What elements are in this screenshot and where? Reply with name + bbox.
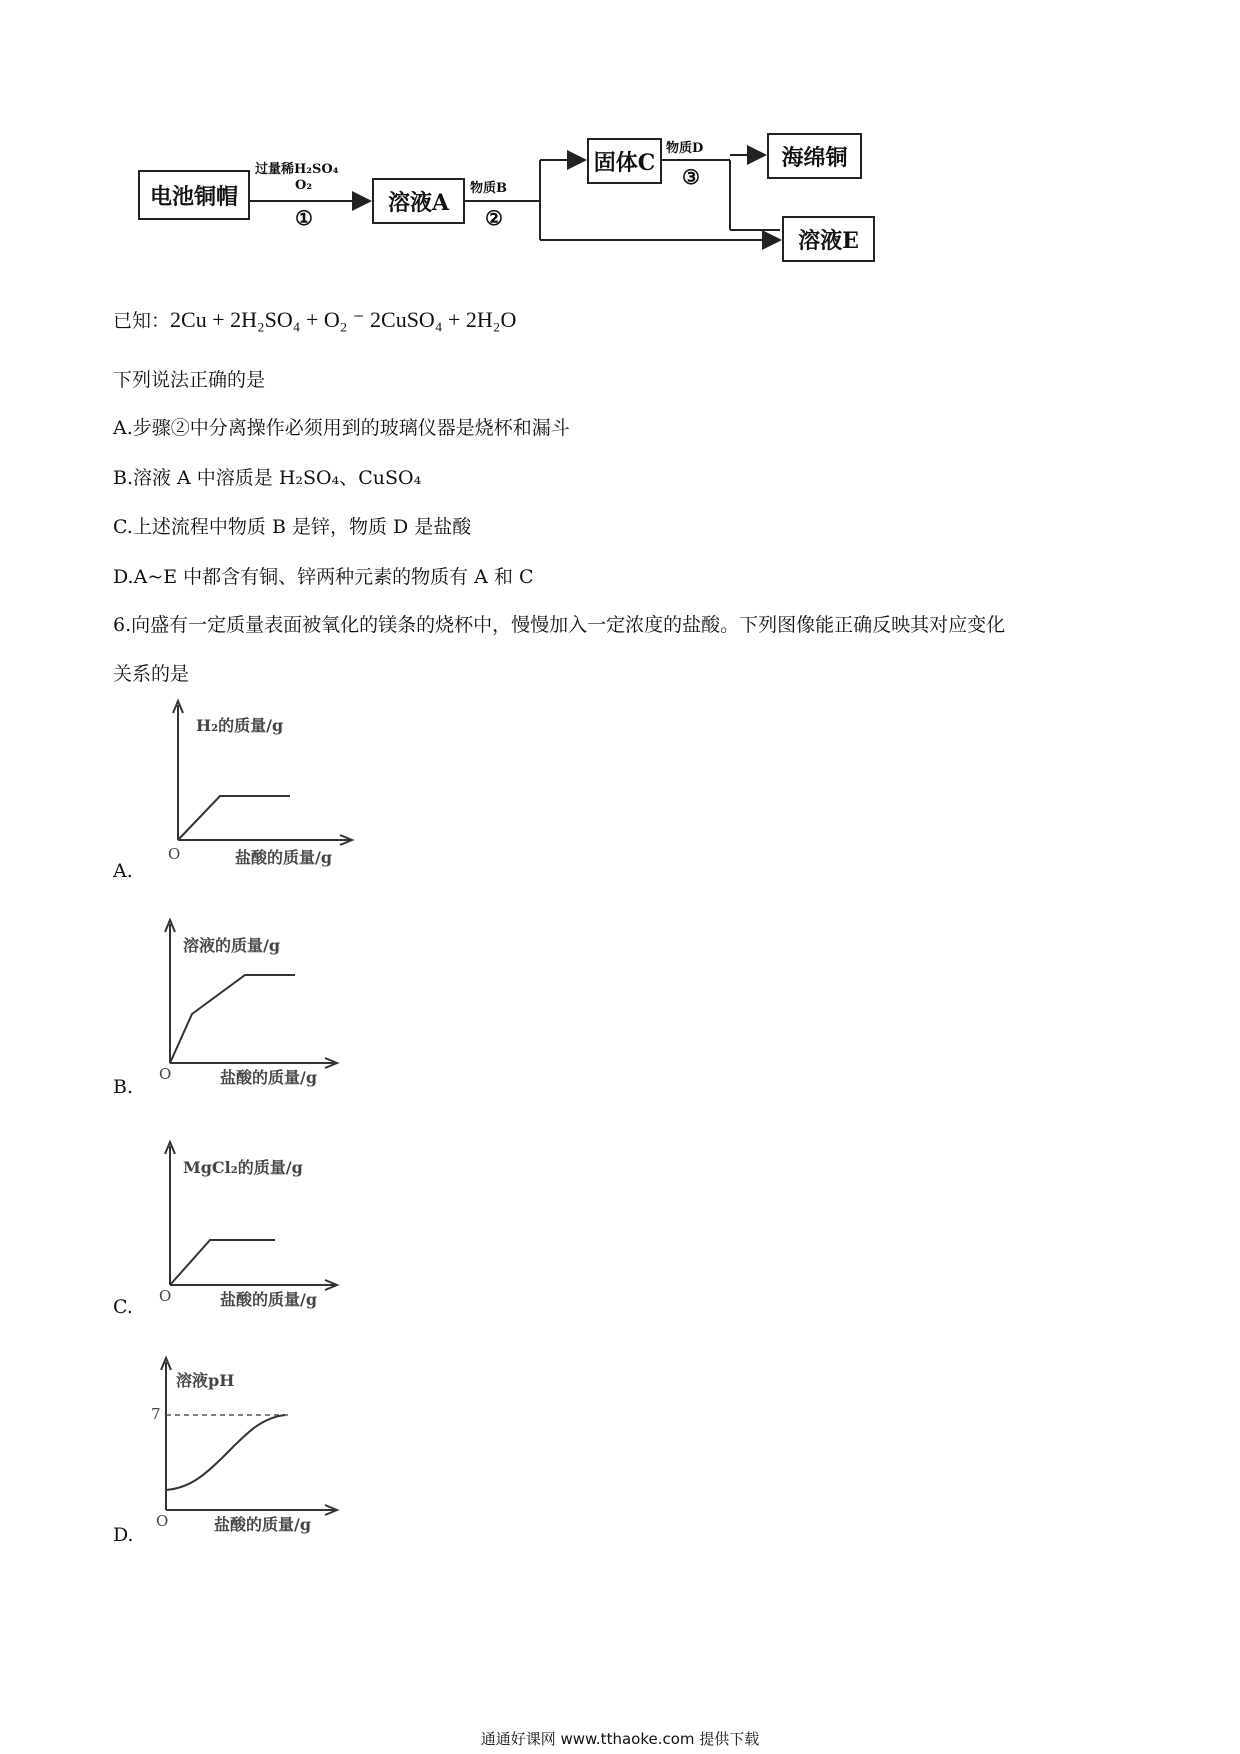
known-equation: 2Cu + 2H₂SO₄ + O₂ ⁻ 2CuSO₄ + 2H₂O [170, 307, 517, 332]
graph-b-ylabel: 溶液的质量/g [183, 936, 281, 955]
graph-d-origin: O [156, 1512, 169, 1530]
graph-c-origin: O [159, 1287, 172, 1305]
known-prefix: 已知： [113, 310, 171, 332]
flow-box-solution-e: 溶液E [782, 216, 875, 262]
graph-b-label: B. [113, 1076, 134, 1098]
flow-box-solid-c: 固体C [587, 138, 662, 184]
arrow2-step: ② [485, 206, 503, 230]
flow-box-battery-cap: 电池铜帽 [138, 170, 250, 220]
q6-stem-line1: 6.向盛有一定质量表面被氧化的镁条的烧杯中，慢慢加入一定浓度的盐酸。下列图像能正确反映其对应变化 [113, 614, 1006, 636]
graph-c-xlabel: 盐酸的质量/g [220, 1290, 318, 1309]
arrow3-reagent: 物质D [666, 141, 704, 156]
graph-d-label: D. [113, 1524, 134, 1546]
q5-option-b: B.溶液 A 中溶质是 H₂SO₄、CuSO₄ [113, 467, 422, 489]
footer-source: 通通好课网 www.tthaoke.com 提供下载 [480, 1730, 760, 1748]
graph-b-origin: O [159, 1065, 172, 1083]
flowchart [110, 120, 890, 280]
graph-d [110, 1350, 390, 1560]
arrow2-reagent: 物质B [470, 181, 507, 196]
graph-b [110, 910, 390, 1110]
q5-option-a: A.步骤②中分离操作必须用到的玻璃仪器是烧杯和漏斗 [113, 417, 570, 439]
graph-c-label: C. [113, 1296, 133, 1318]
flow-box-sponge-copper: 海绵铜 [767, 133, 862, 179]
graph-d-ylabel: 溶液pH [176, 1371, 235, 1390]
q6-stem-line2: 关系的是 [113, 663, 190, 685]
graph-d-xlabel: 盐酸的质量/g [214, 1515, 312, 1534]
graph-a [110, 695, 390, 895]
graph-a-label: A. [113, 860, 133, 882]
arrow1-reagent: 过量稀H₂SO₄ [255, 162, 339, 177]
graph-a-xlabel: 盐酸的质量/g [235, 848, 333, 867]
q5-stem: 下列说法正确的是 [113, 369, 266, 391]
arrow1-oxygen: O₂ [295, 178, 313, 193]
q5-option-d: D.A~E 中都含有铜、锌两种元素的物质有 A 和 C [113, 566, 534, 588]
graph-a-ylabel: H₂的质量/g [196, 716, 284, 735]
graph-b-xlabel: 盐酸的质量/g [220, 1068, 318, 1087]
graph-c-ylabel: MgCl₂的质量/g [183, 1158, 303, 1177]
q5-option-c: C.上述流程中物质 B 是锌，物质 D 是盐酸 [113, 516, 472, 538]
graph-d-ytick: 7 [151, 1405, 161, 1423]
graph-c [110, 1130, 390, 1330]
arrow1-step: ① [295, 206, 313, 230]
arrow3-step: ③ [682, 165, 700, 189]
flow-box-solution-a: 溶液A [372, 178, 465, 224]
known-line [113, 308, 516, 333]
graph-a-origin: O [168, 845, 181, 863]
